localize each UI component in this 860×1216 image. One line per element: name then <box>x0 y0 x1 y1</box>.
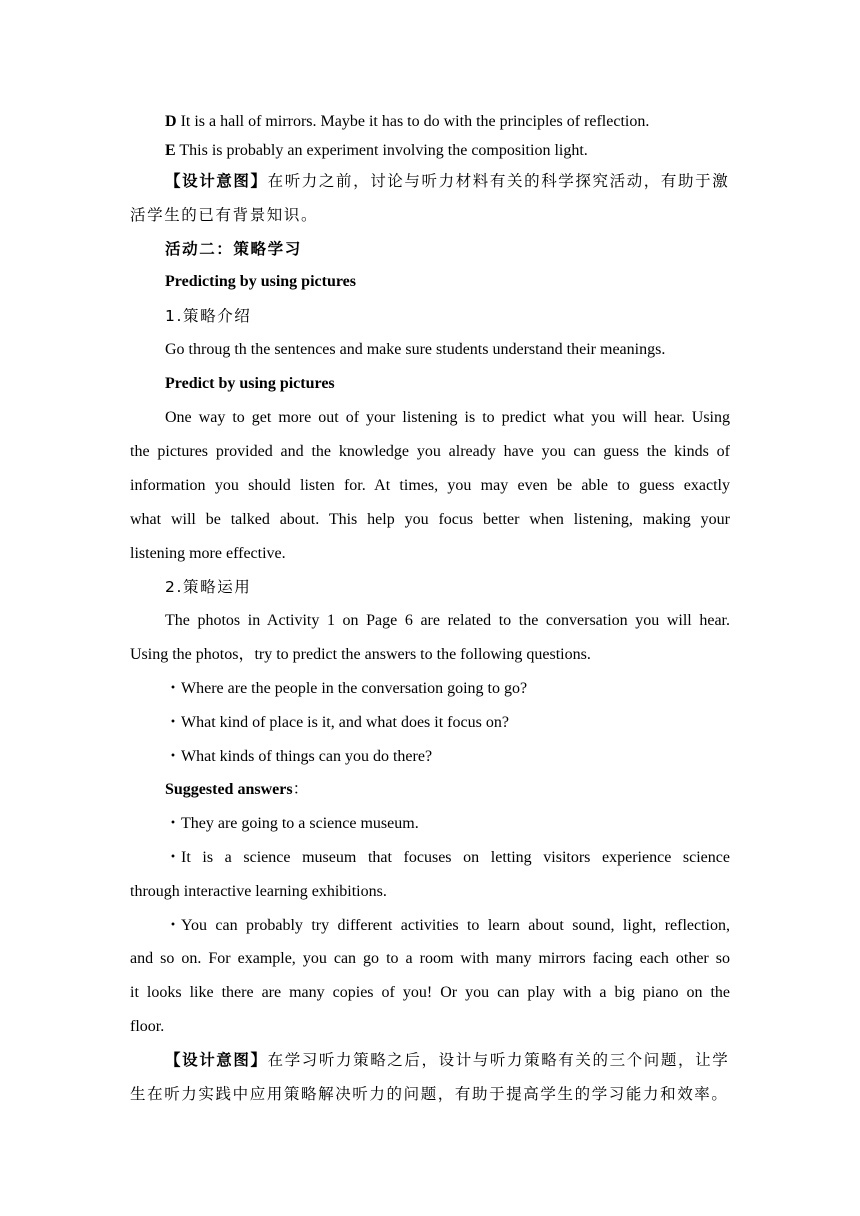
answers-heading: Suggested answers： <box>165 781 309 798</box>
answer-3-line1: ・You can probably try different activities to learn about sound, light, reflection, <box>165 917 730 934</box>
answer-1: ・They are going to a science museum. <box>165 815 419 832</box>
option-d-text: It is a hall of mirrors. Maybe it has to do with the principles of reflection. <box>176 113 650 130</box>
question-1: ・Where are the people in the conversation going to go? <box>165 680 528 697</box>
answer-3-line2: and so on. For example, you can go to a room with many mirrors facing each other so <box>130 950 730 967</box>
strategy-line-3: information you should listen for. At times, you may even be able to guess exactly <box>130 477 730 494</box>
strategy-line-5: listening more effective. <box>130 545 286 562</box>
answer-2-line1: ・It is a science museum that focuses on letting visitors experience science <box>165 849 730 866</box>
step2-heading: 2.策略运用 <box>165 578 252 596</box>
option-e <box>130 140 730 162</box>
design-intent-2-line1: 【设计意图】在学习听力策略之后，设计与听力策略有关的三个问题，让学 <box>165 1051 730 1069</box>
document-page <box>130 0 730 1216</box>
strategy-title: Predict by using pictures <box>165 375 335 392</box>
design-intent-1-label: 【设计意图】 <box>165 172 268 190</box>
design-intent-2-label: 【设计意图】 <box>165 1051 268 1069</box>
option-e-letter: E <box>165 142 176 159</box>
option-e-text: This is probably an experiment involving the composition light. <box>175 142 588 159</box>
answer-3-line4: floor. <box>130 1018 165 1035</box>
question-2: ・What kind of place is it, and what does it focus on? <box>165 714 509 731</box>
task-line-2: Using the photos，try to predict the answers to the following questions. <box>130 646 591 663</box>
design-intent-2-line2: 生在听力实践中应用策略解决听力的问题，有助于提高学生的学习能力和效率。 <box>130 1085 729 1103</box>
option-d <box>130 111 730 133</box>
design-intent-1-line2: 活学生的已有背景知识。 <box>130 206 319 224</box>
strategy-line-2: the pictures provided and the knowledge you already have you can guess the kinds of <box>130 443 730 460</box>
task-line-1: The photos in Activity 1 on Page 6 are related to the conversation you will hear. <box>165 612 730 629</box>
option-d-letter: D <box>165 113 177 130</box>
step1-heading: 1.策略介绍 <box>165 307 252 325</box>
design-intent-1-line1: 【设计意图】在听力之前，讨论与听力材料有关的科学探究活动，有助于激 <box>165 172 730 190</box>
strategy-line-1: One way to get more out of your listening is to predict what you will hear. Using <box>165 409 730 426</box>
answer-3-line3: it looks like there are many copies of you! Or you can play with a big piano on the <box>130 984 730 1001</box>
question-3: ・What kinds of things can you do there? <box>165 748 433 765</box>
activity2-subtitle: Predicting by using pictures <box>165 273 356 290</box>
answers-label: Suggested answers <box>165 781 293 798</box>
instruction-text: Go throug th the sentences and make sure students understand their meanings. <box>165 341 666 358</box>
activity2-title: 活动二：策略学习 <box>165 240 302 258</box>
strategy-line-4: what will be talked about. This help you focus better when listening, making your <box>130 511 730 528</box>
answer-2-line2: through interactive learning exhibitions. <box>130 883 387 900</box>
